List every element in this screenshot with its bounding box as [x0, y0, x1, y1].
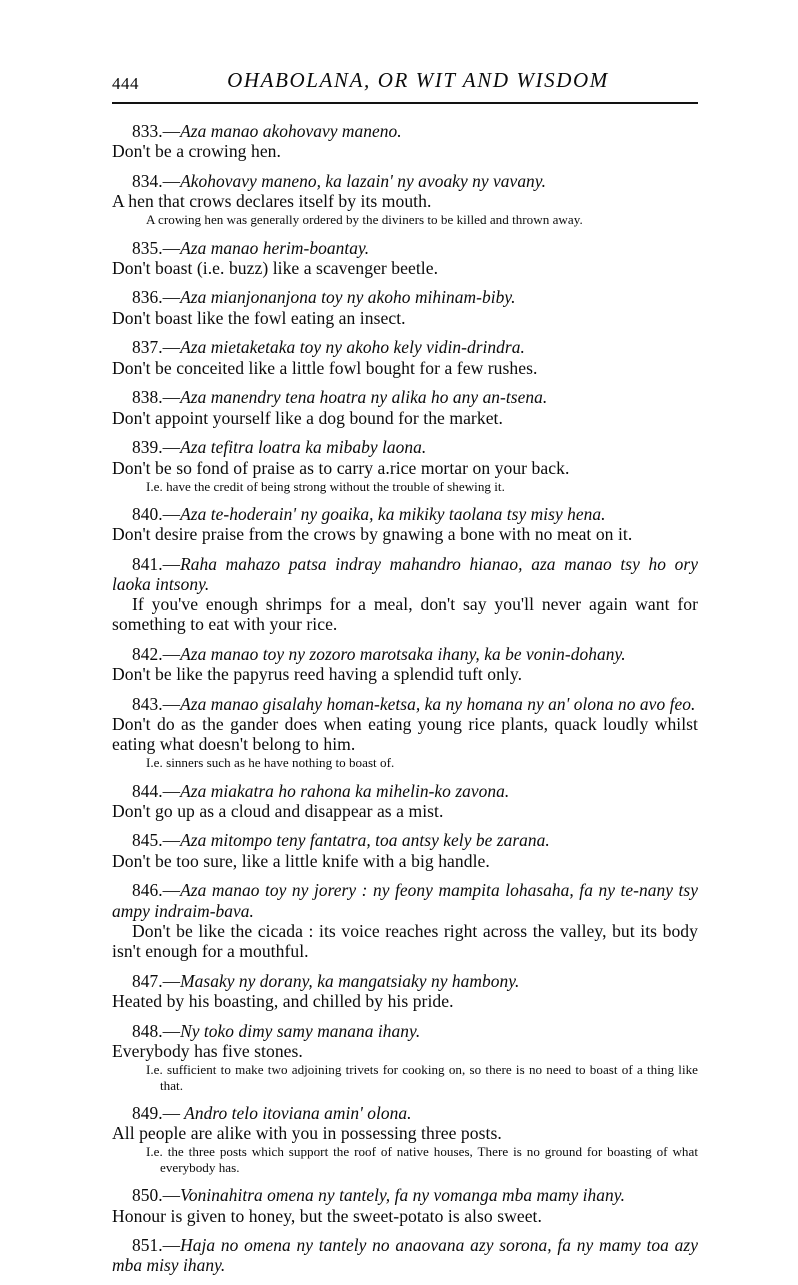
proverb-original — [112, 880, 698, 921]
proverb-original-text: Raha mahazo patsa indray mahandro hianao, aza manao tsy ho ory laoka intsony. — [112, 553, 698, 595]
proverb-translation: Don't do as the gander does when eating young rice plants, quack loudly whilst eating what doesn't belong to him. — [112, 714, 698, 755]
proverb-original — [112, 554, 698, 595]
proverb-original-text: Aza mietaketaka toy ny akoho kely vidin-drindra. — [180, 337, 525, 358]
proverb-dash: — — [162, 437, 181, 458]
proverb-dash: — — [162, 970, 181, 991]
page-number: 444 — [112, 74, 139, 93]
proverb-original-text: Andro telo itoviana amin' olona. — [180, 1102, 412, 1123]
proverb-original — [112, 1185, 698, 1205]
proverb-original — [112, 171, 698, 191]
proverb-translation: Don't be a crowing hen. — [112, 141, 281, 162]
proverb-dash: — — [162, 287, 181, 308]
proverb-original-text: Aza manao akohovavy maneno. — [180, 121, 402, 141]
proverb-dash: — — [162, 503, 181, 524]
proverb-dash: — — [162, 170, 181, 191]
proverb-number: 843. — [132, 693, 163, 714]
proverb-dash: — — [162, 693, 181, 714]
proverb-translation: Everybody has five stones. — [112, 1040, 303, 1061]
proverb-original — [112, 337, 698, 357]
proverb-dash: — — [162, 780, 181, 801]
proverb-number: 847. — [132, 970, 163, 991]
proverb-translation: All people are alike with you in possessing three posts. — [112, 1123, 502, 1144]
proverb-original-text: Ny toko dimy samy manana ihany. — [180, 1020, 421, 1041]
proverb-entry — [112, 971, 698, 1011]
proverb-translation: If you've enough shrimps for a meal, don't say you'll never again want for something to eat with your rice. — [112, 594, 698, 635]
proverb-original — [112, 830, 698, 850]
proverb-translation: Don't go up as a cloud and disappear as a mist. — [112, 800, 444, 821]
proverb-original — [112, 971, 698, 991]
proverb-original — [112, 287, 698, 307]
proverb-original-text: Aza manao herim-boantay. — [180, 237, 370, 258]
proverb-number: 833. — [132, 121, 163, 141]
proverb-entry — [112, 880, 698, 961]
proverb-original-text: Aza manao toy ny jorery : ny feony mampita lohasaha, fa ny te-nany tsy ampy indraim-bava. — [112, 880, 698, 921]
proverb-original — [112, 694, 698, 714]
proverb-original — [112, 387, 698, 407]
proverb-translation: Don't boast like the fowl eating an insect. — [112, 307, 406, 328]
proverb-number: 834. — [132, 170, 163, 191]
proverb-entry — [112, 781, 698, 821]
proverb-original-text: Haja no omena ny tantely no anaovana azy sorona, fa ny mamy toa azy mba misy ihany. — [112, 1235, 698, 1276]
proverb-entry — [112, 1185, 698, 1225]
proverb-dash: — — [162, 880, 181, 901]
proverb-original — [112, 1235, 698, 1276]
proverb-list — [112, 121, 698, 1276]
proverb-original-text: Akohovavy maneno, ka lazain' ny avoaky ny vavany. — [180, 170, 547, 191]
proverb-translation: Heated by his boasting, and chilled by his pride. — [112, 991, 454, 1012]
proverb-original-text: Aza manao toy ny zozoro marotsaka ihany, ka be vonin-dohany. — [180, 643, 626, 664]
proverb-number: 850. — [132, 1185, 163, 1206]
proverb-entry — [112, 554, 698, 635]
proverb-dash: — — [162, 1020, 181, 1041]
proverb-dash: — — [162, 1185, 181, 1206]
proverb-entry — [112, 387, 698, 427]
proverb-entry — [112, 171, 698, 228]
proverb-number: 849. — [132, 1102, 163, 1123]
proverb-translation: Don't be conceited like a little fowl bought for a few rushes. — [112, 357, 538, 378]
proverb-number: 851. — [132, 1235, 163, 1256]
proverb-translation: Don't desire praise from the crows by gnawing a bone with no meat on it. — [112, 524, 633, 545]
proverb-original-text: Aza manendry tena hoatra ny alika ho any an-tsena. — [180, 387, 548, 408]
proverb-entry — [112, 437, 698, 494]
proverb-translation: A hen that crows declares itself by its mouth. — [112, 191, 432, 212]
proverb-number: 845. — [132, 830, 163, 851]
proverb-note: I.e. the three posts which support the roof of native houses, There is no ground for boasting of what everybody has. — [146, 1144, 698, 1175]
proverb-translation: Don't be so fond of praise as to carry a.rice mortar on your back. — [112, 457, 570, 478]
proverb-dash: — — [162, 830, 181, 851]
proverb-original — [112, 781, 698, 801]
proverb-translation: Don't be like the papyrus reed having a splendid tuft only. — [112, 664, 523, 685]
proverb-dash: — — [162, 1102, 181, 1123]
proverb-translation: Don't be like the cicada : its voice reaches right across the valley, but its body isn't enough for a mouthful. — [112, 921, 698, 962]
header-rule — [112, 102, 698, 104]
proverb-number: 840. — [132, 503, 163, 524]
proverb-number: 835. — [132, 237, 163, 258]
proverb-dash: — — [162, 553, 181, 574]
proverb-original — [112, 121, 698, 141]
proverb-original-text: Masaky ny dorany, ka mangatsiaky ny hambony. — [180, 970, 520, 991]
proverb-entry — [112, 830, 698, 870]
header-title: OHABOLANA, OR WIT AND WISDOM — [227, 68, 609, 92]
proverb-original — [112, 437, 698, 457]
proverb-translation: Don't boast (i.e. buzz) like a scavenger beetle. — [112, 257, 439, 278]
page-content — [112, 66, 698, 1285]
proverb-note: I.e. sinners such as he have nothing to boast of. — [146, 755, 395, 771]
proverb-number: 837. — [132, 337, 163, 358]
proverb-number: 846. — [132, 880, 163, 901]
proverb-translation: Don't be too sure, like a little knife with a big handle. — [112, 850, 490, 871]
proverb-dash: — — [162, 237, 181, 258]
proverb-original-text: Aza tefitra loatra ka mibaby laona. — [180, 437, 427, 458]
proverb-entry — [112, 287, 698, 327]
proverb-original — [112, 1103, 698, 1123]
proverb-original-text: Aza mianjonanjona toy ny akoho mihinam-biby. — [180, 287, 516, 308]
proverb-note: I.e. have the credit of being strong without the trouble of shewing it. — [146, 478, 505, 494]
proverb-entry — [112, 1021, 698, 1094]
proverb-original-text: Voninahitra omena ny tantely, fa ny vomanga mba mamy ihany. — [180, 1185, 625, 1206]
proverb-number: 844. — [132, 780, 163, 801]
proverb-number: 839. — [132, 437, 163, 458]
proverb-original — [112, 1021, 698, 1041]
proverb-original-text: Aza mitompo teny fantatra, toa antsy kely be zarana. — [180, 830, 550, 851]
proverb-entry — [112, 644, 698, 684]
proverb-entry — [112, 504, 698, 544]
proverb-translation: Honour is given to honey, but the sweet-potato is also sweet. — [112, 1205, 542, 1226]
proverb-entry — [112, 121, 698, 161]
proverb-dash: — — [162, 643, 181, 664]
running-header — [112, 66, 698, 100]
proverb-original-text: Aza te-hoderain' ny goaika, ka mikiky taolana tsy misy hena. — [180, 503, 606, 524]
proverb-note: A crowing hen was generally ordered by the diviners to be killed and thrown away. — [146, 212, 583, 228]
proverb-translation: Don't appoint yourself like a dog bound for the market. — [112, 407, 503, 428]
proverb-number: 841. — [132, 553, 163, 574]
proverb-entry — [112, 1103, 698, 1176]
proverb-number: 848. — [132, 1020, 163, 1041]
proverb-dash: — — [162, 387, 181, 408]
proverb-number: 836. — [132, 287, 163, 308]
proverb-number: 838. — [132, 387, 163, 408]
proverb-dash: — — [162, 1235, 181, 1256]
proverb-entry — [112, 1235, 698, 1276]
proverb-dash: — — [162, 121, 181, 141]
proverb-entry — [112, 337, 698, 377]
proverb-original-text: Aza miakatra ho rahona ka mihelin-ko zavona. — [180, 780, 510, 801]
proverb-original — [112, 644, 698, 664]
proverb-entry — [112, 238, 698, 278]
proverb-number: 842. — [132, 643, 163, 664]
proverb-dash: — — [162, 337, 181, 358]
proverb-original-text: Aza manao gisalahy homan-ketsa, ka ny homana ny an' olona no avo feo. — [180, 693, 696, 714]
proverb-entry — [112, 694, 698, 771]
proverb-note: I.e. sufficient to make two adjoining trivets for cooking on, so there is no need to boast of a thing like that. — [146, 1061, 698, 1093]
proverb-original — [112, 504, 698, 524]
proverb-original — [112, 238, 698, 258]
